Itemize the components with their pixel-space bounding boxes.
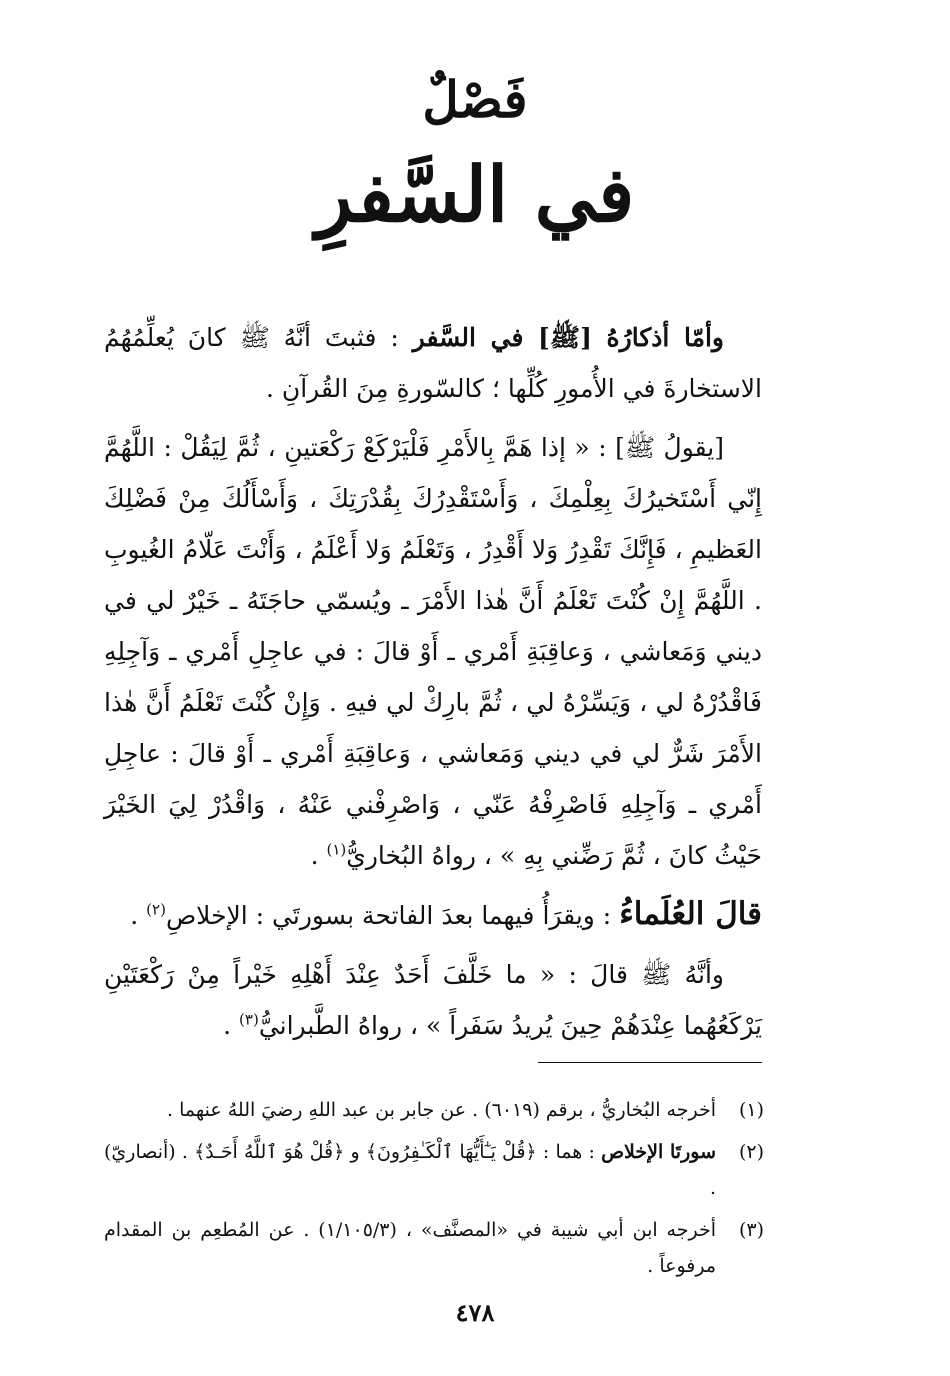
main-text	[104, 312, 762, 1059]
footnote-body: أخرجه البُخاريُّ ، برقم (٦٠١٩) . عن جابر بن عبد اللهِ رضيَ اللهُ عنهما .	[167, 1099, 716, 1121]
paragraph-intro-text: : فثبتَ أنَّهُ ﷺ كانَ يُعلِّمُهُمُ الاستخارةَ في الأُمورِ كُلِّها ؛ كالسّورةِ مِنَ القُرآنِ .	[104, 323, 762, 403]
footnote-marker-3[interactable]: (٣)	[239, 1010, 259, 1029]
chapter-title-line1: فَصْلٌ	[422, 70, 528, 129]
footnote-number: (٣)	[738, 1219, 764, 1241]
paragraph-ulama-text: : ويقرَأُ فيهما بعدَ الفاتحة بسورتَي : الإخلاصِ	[165, 901, 620, 930]
footnote-lead: سورتَا الإخلاص	[601, 1141, 716, 1163]
footnote-number: (٢)	[738, 1141, 764, 1163]
ulama-heading: قالَ العُلَماءُ	[619, 896, 762, 932]
footnote-body: : هما : ﴿قُلْ يَـٰٓأَيُّهَا ٱلْكَـٰفِرُونَ﴾ و ﴿قُلْ هُوَ ٱللَّهُ أَحَـدٌ﴾ . (أنصاريّ) .	[104, 1141, 716, 1199]
paragraph-ulama	[104, 889, 762, 941]
paragraph-ulama-tail: .	[130, 901, 147, 930]
footnote-text	[104, 1092, 716, 1128]
page-number: ٤٧٨	[455, 1298, 495, 1327]
paragraph-travel-tail: .	[223, 1011, 240, 1040]
footnote-item-2	[104, 1134, 764, 1206]
paragraph-istikhara-tail: .	[310, 841, 327, 870]
footnote-number: (١)	[738, 1099, 764, 1121]
footnote-item-1	[104, 1092, 764, 1128]
footnote-marker-1[interactable]: (١)	[326, 840, 347, 859]
paragraph-istikhara-text: [يقولُ ﷺ] : « إذا هَمَّ بِالأَمْرِ فَلْيَرْكَعْ رَكْعَتينِ ، ثُمَّ لِيَقُلْ : اللَّهُمَّ إِنّي أَسْتَخيرُكَ بِعِلْمِكَ ، وَأَسْتَقْدِرُكَ بِقُدْرَتِكَ ، وَأَسْأَلُكَ مِنْ فَضْلِكَ العَظيمِ ، فَإِنَّكَ تَقْدِرُ وَلا أَقْدِرُ ، وَتَعْلَمُ وَلا أَعْلَمُ ، وَأَنْتَ عَلّامُ الغُيوبِ . اللَّهُمَّ إِنْ كُنْتَ تَعْلَمُ أَنَّ هٰذا الأَمْرَ ـ ويُسمّي حاجَتَهُ ـ خَيْرٌ لي في ديني وَمَعاشي ، وَعاقِبَةِ أَمْري ـ أَوْ قالَ : في عاجِلِ أَمْري ـ وَآجِلِهِ فَاقْدُرْهُ لي ، وَيَسِّرْهُ لي ، ثُمَّ بارِكْ لي فيهِ . وَإِنْ كُنْتَ تَعْلَمُ أَنَّ هٰذا الأَمْرَ شَرٌّ لي في ديني وَمَعاشي ، وَعاقِبَةِ أَمْري ـ أَوْ قالَ : عاجِلِ أَمْري ـ وَآجِلِهِ فَاصْرِفْهُ عَنّي ، وَاصْرِفْني عَنْهُ ، وَاقْدُرْ لِيَ الخَيْرَ حَيْثُ كانَ ، ثُمَّ رَضِّني بِهِ » ، رواهُ البُخاريُّ	[104, 433, 763, 870]
paragraph-travel-text: وأنَّهُ ﷺ قالَ : « ما خَلَّفَ أَحَدٌ عِنْدَ أَهْلِهِ خَيْراً مِنْ رَكْعَتَيْنِ يَرْكَعُهُما عِنْدَهُمْ حِينَ يُريدُ سَفَراً » ، رواهُ الطَّبرانيُّ	[104, 960, 762, 1040]
chapter-heading	[0, 60, 950, 250]
footnote-body: أخرجه ابن أبي شيبة في «المصنَّف» ، (١/١٠٥/٣) . عن المُطعِم بن المقدام مرفوعاً .	[104, 1219, 716, 1277]
paragraph-intro	[104, 312, 762, 414]
chapter-title-line2: في السَّفرِ	[315, 150, 635, 239]
footnote-text	[104, 1212, 716, 1284]
footnote-divider	[538, 1062, 762, 1063]
footnote-text	[104, 1134, 716, 1206]
footnotes	[104, 1092, 764, 1290]
footnote-marker-2[interactable]: (٢)	[146, 900, 166, 919]
paragraph-travel-hadith	[104, 949, 762, 1051]
paragraph-intro-lead: وأمّا أذكارُهُ [ﷺ] في السَّفر	[412, 323, 724, 352]
footnote-item-3	[104, 1212, 764, 1284]
paragraph-istikhara-hadith	[104, 422, 762, 881]
